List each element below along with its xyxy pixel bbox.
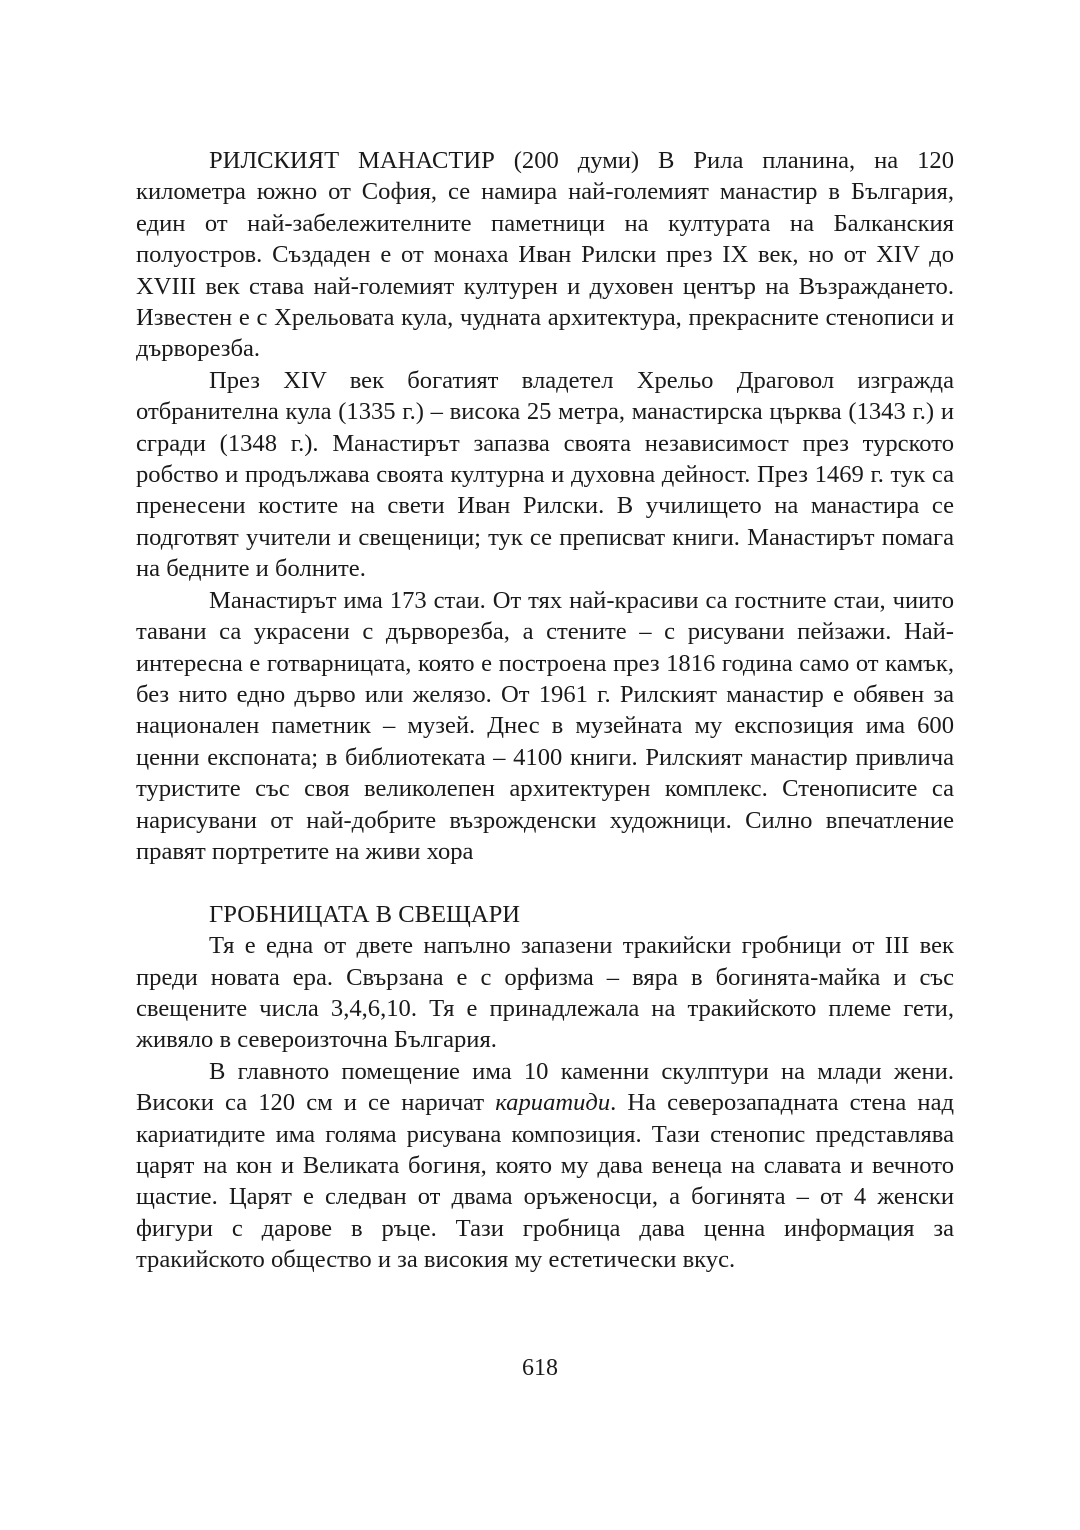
paragraph-text: В главното помещение има 10 каменни скулптури на млади жени. Високи са 120 см и се наричат [136, 1057, 954, 1117]
italic-term-caryatids: кариатиди [495, 1089, 611, 1117]
paragraph-rila-rooms: Манастирът има 173 стаи. От тях най-красиви са гостните стаи, чиито тавани са украсени с дърворезба, а стените – с рисувани пейзажи. Най-интересна е готварницата, която е построена през 1816 година само от камък, без нито едно дърво или желязо. От 1961 г. Рилският манастир е обявен за национален паметник – музей. Днес в музейната му експозиция има 600 ценни експоната; в библиотеката – 4100 книги. Рилският манастир привлича туристите със своя великолепен архитектурен комплекс. Стенописите са нарисувани от най-добрите възрожденски художници. Силно впечатление правят портретите на живи хора [136, 586, 954, 865]
paragraph-text: . На северозападната стена над кариатидите има голяма рисувана композиция. Тази стенопис представлява царят на кон и Великата богиня, която му дава венеца на славата и вечното щастие. Царят е следван от двама оръженосци, а богинята – от 4 женски фигури с дарове в ръце. Тази гробница дава ценна информация за тракийското общество и за високия му естетически вкус. [136, 1089, 955, 1274]
paragraph-rila-history: През XIV век богатият владетел Хрельо Драговол изгражда отбранителна кула (1335 г.) – висока 25 метра, манастирска църква (1343 г.) и сгради (1348 г.). Манастирът запазва своята независимост през турското робство и продължава своята културна и духовна дейност. През 1469 г. тук са пренесени костите на свети Иван Рилски. В училището на манастира се подготвят учители и свещеници; тук се преписват книги. Манастирът помага на бедните и болните. [136, 366, 954, 583]
page-number: 618 [522, 1355, 558, 1381]
paragraph-sveshtari-chamber [136, 1056, 954, 1276]
section-spacer [136, 867, 954, 898]
section-heading-sveshtari: ГРОБНИЦАТА В СВЕЩАРИ [209, 900, 521, 928]
document-body [136, 145, 954, 1276]
paragraph-sveshtari-intro: Тя е една от двете напълно запазени тракийски гробници от III век преди новата ера. Свързана е с орфизма – вяра в богинята-майка и със свещените числа 3,4,6,10. Тя е принадлежала на тракийското племе гети, живяло в североизточна България. [136, 932, 954, 1054]
paragraph-rila-intro: РИЛСКИЯТ МАНАСТИР (200 думи) В Рила планина, на 120 километра южно от София, се намира най-големият манастир в България, един от най-забележителните паметници на културата на Балканския полуостров. Създаден е от монаха Иван Рилски през IX век, но от XIV до XVIII век става най-големият културен и духовен център на Възраждането. Известен е с Хрельовата кула, чудната архитектура, прекрасните стенописи и дърворезба. [136, 147, 954, 363]
